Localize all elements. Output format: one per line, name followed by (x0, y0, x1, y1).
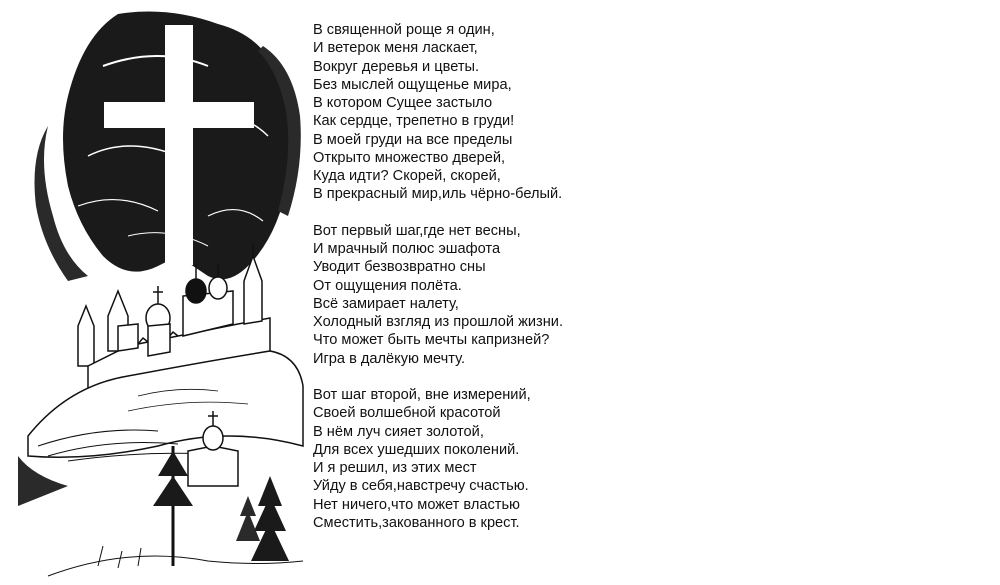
poem-line: Вокруг деревья и цветы. (313, 58, 480, 75)
hill (18, 351, 303, 506)
poem-line: Уводит безвозвратно сны (313, 259, 486, 276)
poem-line: Для всех ушедших поколений. (313, 441, 520, 458)
poem-line: И ветерок меня ласкает, (313, 40, 478, 57)
poem-line: Без мыслей ощущенье мира, (313, 76, 512, 93)
poem-line: Уйду в себя,навстречу счастью. (313, 478, 529, 495)
poem-line: Сместить,закованного в крест. (313, 514, 520, 531)
poem-line: Холодный взгляд из прошлой жизни. (313, 314, 563, 330)
poem-line: Всё замирает налету, (313, 295, 459, 312)
cross-monastery-illustration (8, 6, 308, 581)
stanza-3 (313, 386, 993, 532)
poem-line: В священной роще я один, (313, 22, 495, 38)
poem-line: Как сердце, трепетно в груди! (313, 113, 515, 130)
stanza-2 (313, 222, 993, 368)
poem-line: Нет ничего,что может властью (313, 496, 521, 513)
poem (313, 21, 993, 532)
poem-line: От ощущения полёта. (313, 277, 462, 294)
poem-line: В нём луч сияет золотой, (313, 423, 484, 440)
poem-line: Что может быть мечты капризней? (313, 332, 550, 349)
poem-line: В котором Сущее застыло (313, 95, 493, 111)
poem-line: В прекрасный мир,иль чёрно-белый. (313, 186, 563, 203)
stanza-1 (313, 21, 993, 204)
poem-line: Открыто множество дверей, (313, 149, 506, 166)
poem-line: Игра в далёкую мечту. (313, 350, 466, 367)
poem-line: Вот шаг второй, вне измерений, (313, 387, 531, 403)
poem-line: И мрачный полюс эшафота (313, 241, 501, 257)
poem-line: В моей груди на все пределы (313, 131, 513, 148)
poem-line: И я решил, из этих мест (313, 460, 477, 476)
poem-line: Вот первый шаг,где нет весны, (313, 222, 521, 239)
poem-line: Своей волшебной красотой (313, 405, 501, 422)
poem-line: Куда идти? Скорей, скорей, (313, 168, 501, 184)
